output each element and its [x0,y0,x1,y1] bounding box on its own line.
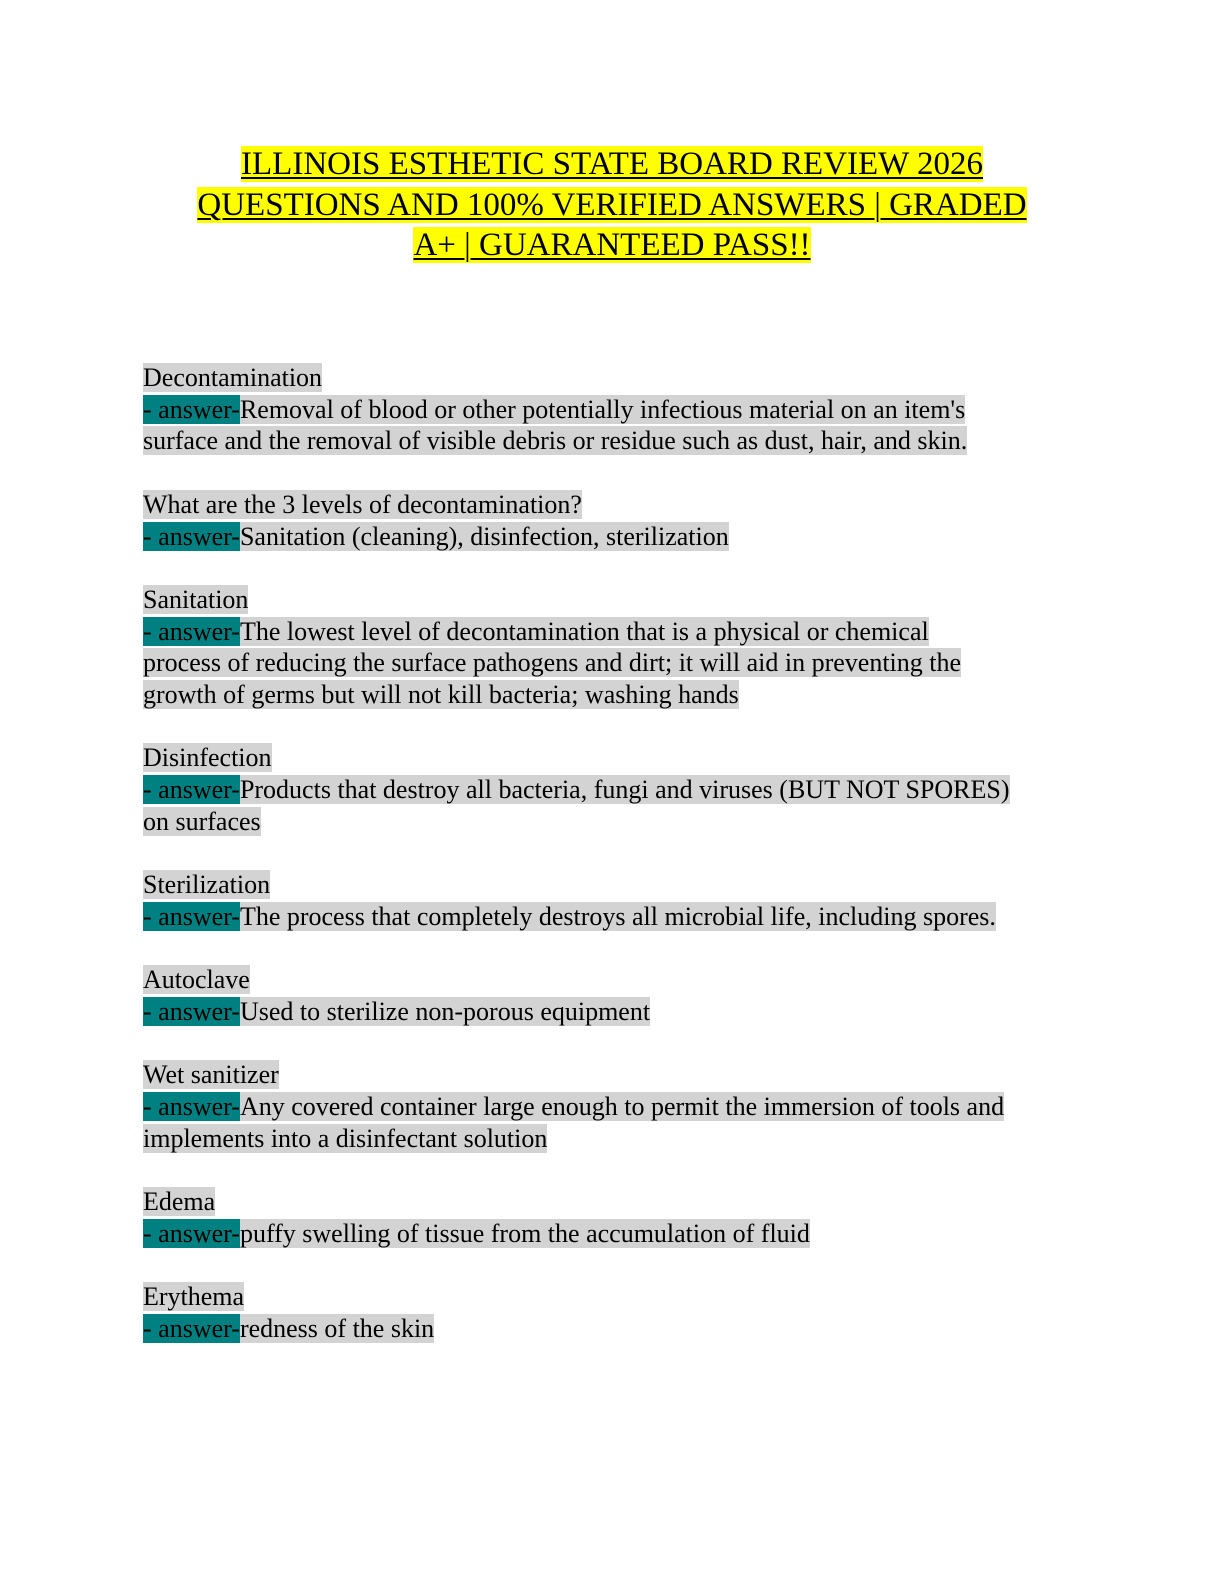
answer-text: Products that destroy all bacteria, fungi and viruses (BUT NOT SPORES) [239,775,1010,805]
question-text: Sanitation [143,584,249,614]
answer-line [143,1123,1083,1155]
qa-item [143,1059,1083,1154]
question-text: Sterilization [143,870,271,900]
answer-prefix: - answer- [143,394,240,424]
answer-line [143,394,1083,426]
title-line [130,144,1094,185]
question-text: Erythema [143,1282,245,1312]
qa-item [143,584,1083,711]
answer-text: redness of the skin [239,1313,435,1343]
answer-text: The process that completely destroys all microbial life, including spores. [239,901,996,931]
question [143,742,1083,774]
question [143,964,1083,996]
answer-prefix: - answer- [143,521,240,551]
question [143,1059,1083,1091]
answer-line [143,901,1083,933]
question [143,1281,1083,1313]
question [143,584,1083,616]
qa-item [143,1186,1083,1249]
answer-prefix: - answer- [143,901,240,931]
qa-item [143,742,1083,837]
answer-text: growth of germs but will not kill bacteria; washing hands [143,680,739,709]
answer-text: Sanitation (cleaning), disinfection, sterilization [239,521,729,551]
question-text: Disinfection [143,743,272,773]
question [143,489,1083,521]
qa-item [143,1281,1083,1344]
question-text: Autoclave [143,965,250,995]
qa-item [143,489,1083,552]
document-title [130,144,1094,266]
answer-prefix: - answer- [143,1218,240,1248]
qa-item [143,964,1083,1027]
answer-text: surface and the removal of visible debris or residue such as dust, hair, and skin. [143,426,968,456]
question-text: Decontamination [143,363,323,392]
answer-line [143,425,1083,457]
answer-line [143,1218,1083,1250]
title-line-text: A+ | GUARANTEED PASS!! [413,227,811,263]
title-line [130,185,1094,226]
answer-line [143,616,1083,648]
answer-line [143,806,1083,838]
qa-list [143,362,1083,1376]
answer-line [143,996,1083,1028]
answer-text: implements into a disinfectant solution [143,1123,548,1153]
title-line-text: ILLINOIS ESTHETIC STATE BOARD REVIEW 2026 [241,146,983,182]
answer-prefix: - answer- [143,775,240,805]
answer-line [143,1091,1083,1123]
answer-text: Any covered container large enough to permit the immersion of tools and [239,1092,1005,1122]
answer-line [143,1313,1083,1345]
question-text: What are the 3 levels of decontamination? [143,489,582,519]
answer-line [143,647,1083,679]
qa-item [143,362,1083,457]
question [143,1186,1083,1218]
answer-line [143,774,1083,806]
answer-text: Used to sterilize non-porous equipment [239,996,651,1026]
answer-prefix: - answer- [143,616,240,646]
answer-text: on surfaces [143,806,261,836]
answer-prefix: - answer- [143,1313,240,1343]
answer-text: process of reducing the surface pathogens and dirt; it will aid in preventing the [143,648,962,678]
title-line-text: QUESTIONS AND 100% VERIFIED ANSWERS | GRADED [197,186,1027,223]
answer-text: puffy swelling of tissue from the accumulation of fluid [239,1218,810,1248]
answer-line [143,521,1083,553]
question-text: Edema [143,1187,216,1217]
question-text: Wet sanitizer [143,1060,279,1090]
answer-text: Removal of blood or other potentially infectious material on an item's [239,394,966,424]
qa-item [143,869,1083,932]
question [143,869,1083,901]
answer-prefix: - answer- [143,1092,240,1122]
question [143,362,1083,394]
answer-line [143,679,1083,711]
answer-text: The lowest level of decontamination that is a physical or chemical [239,616,929,646]
title-line [130,225,1094,266]
answer-prefix: - answer- [143,996,240,1026]
